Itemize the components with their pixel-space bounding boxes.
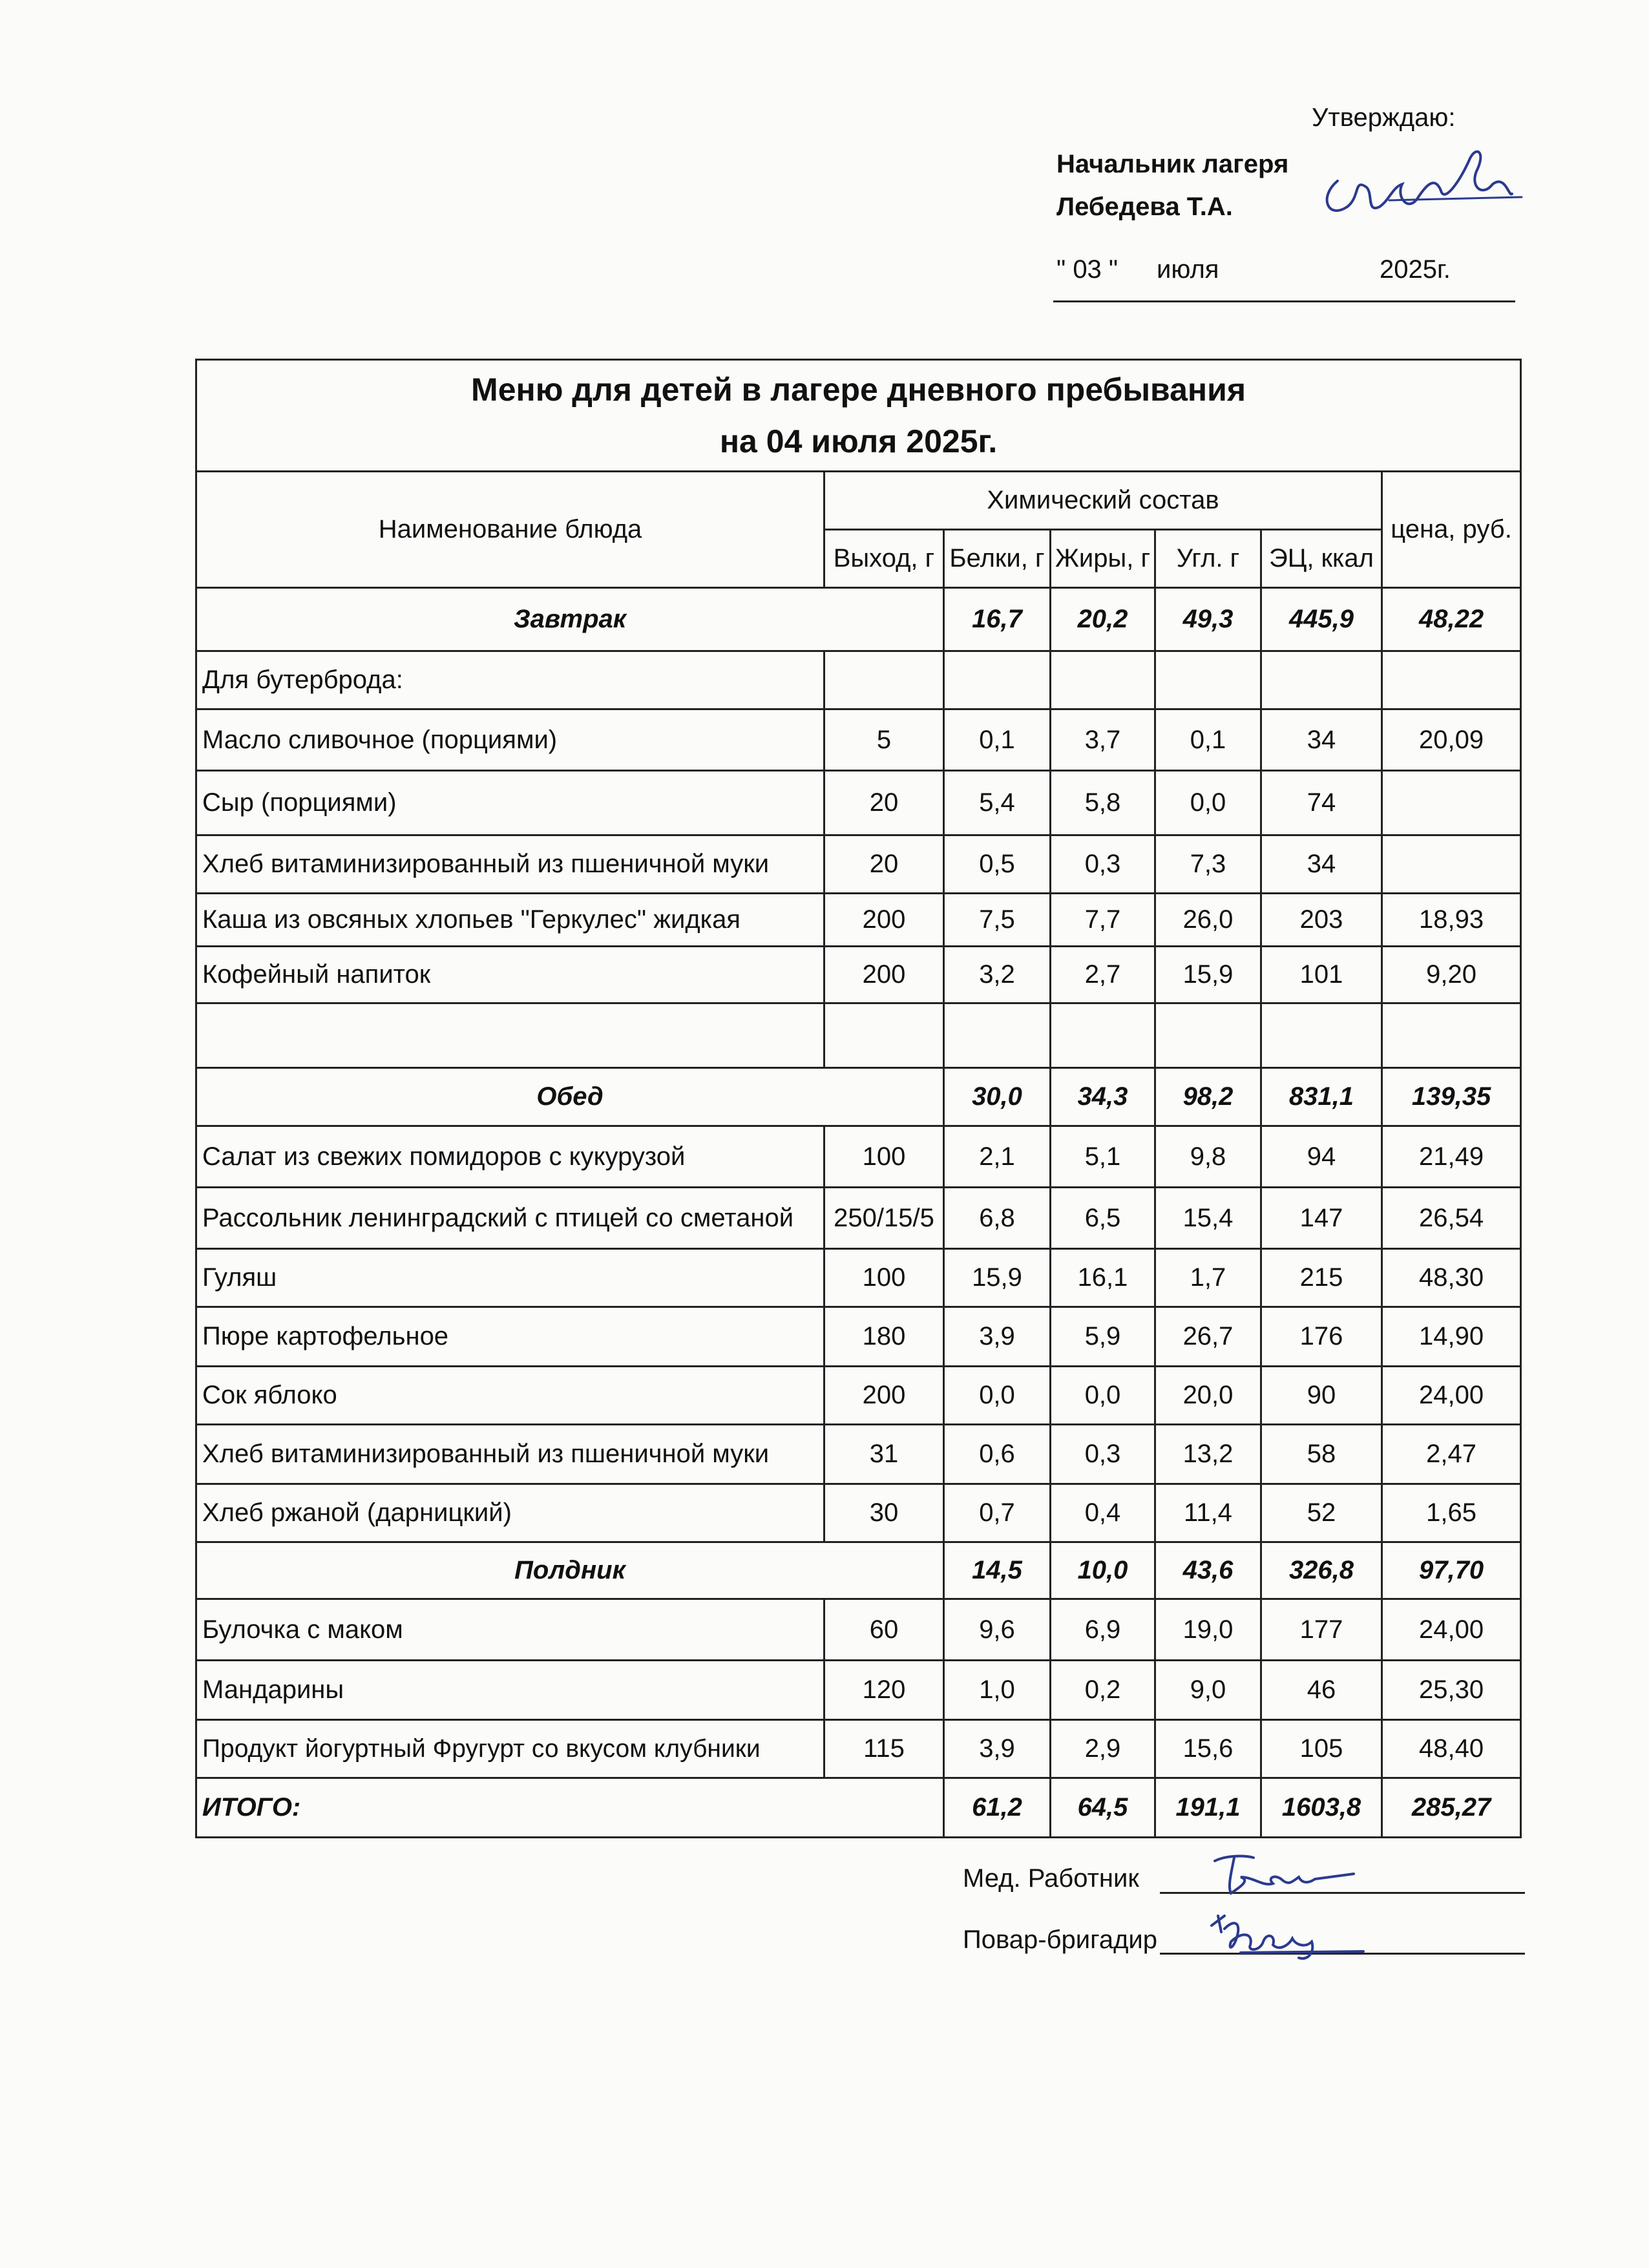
value-cell: 31: [824, 1425, 944, 1484]
value-cell: 58: [1261, 1425, 1382, 1484]
value-cell: 7,3: [1155, 835, 1261, 894]
value-cell: 2,1: [944, 1126, 1051, 1188]
value-cell: 11,4: [1155, 1484, 1261, 1542]
value-cell: 6,8: [944, 1188, 1051, 1249]
value-cell: 9,8: [1155, 1126, 1261, 1188]
header-chem: Химический состав: [824, 472, 1382, 530]
value-cell: 26,54: [1382, 1188, 1521, 1249]
table-row: [196, 947, 1521, 1003]
table-row: [196, 1661, 1521, 1720]
value-cell: 20,09: [1382, 709, 1521, 771]
value-cell: 24,00: [1382, 1367, 1521, 1425]
value-cell: 177: [1261, 1599, 1382, 1661]
value-cell: 0,0: [1051, 1367, 1155, 1425]
medic-signature: [1202, 1848, 1357, 1906]
approval-date-year: 2025г.: [1380, 255, 1451, 284]
header-col-kcal: ЭЦ, ккал: [1261, 530, 1382, 588]
value-cell: 0,7: [944, 1484, 1051, 1542]
dish-name: Пюре картофельное: [196, 1307, 824, 1367]
value-cell: 3,9: [944, 1307, 1051, 1367]
value-cell: 6,5: [1051, 1188, 1155, 1249]
value-cell: 2,47: [1382, 1425, 1521, 1484]
value-cell: 15,6: [1155, 1720, 1261, 1778]
value-cell: 176: [1261, 1307, 1382, 1367]
approval-date-day: " 03 ": [1056, 255, 1119, 284]
total-cell: 285,27: [1382, 1778, 1521, 1838]
value-cell: 15,4: [1155, 1188, 1261, 1249]
value-cell: 19,0: [1155, 1599, 1261, 1661]
dish-name: Рассольник ленинградский с птицей со сметаной: [196, 1188, 824, 1249]
total-row: [196, 1778, 1521, 1838]
empty-cell: [824, 1003, 944, 1068]
dish-name: Хлеб витаминизированный из пшеничной муки: [196, 835, 824, 894]
cook-label: Повар-бригадир: [963, 1926, 1157, 1954]
section-title: Завтрак: [196, 588, 944, 651]
value-cell: 13,2: [1155, 1425, 1261, 1484]
empty-cell: [1261, 651, 1382, 709]
table-row: [196, 1425, 1521, 1484]
value-cell: 20: [824, 835, 944, 894]
table-row: [196, 1126, 1521, 1188]
approval-person: Лебедева Т.А.: [1056, 193, 1233, 221]
value-cell: 100: [824, 1126, 944, 1188]
dish-name: Продукт йогуртный Фругурт со вкусом клубники: [196, 1720, 824, 1778]
empty-cell: [196, 1003, 824, 1068]
value-cell: 26,7: [1155, 1307, 1261, 1367]
value-cell: 7,7: [1051, 894, 1155, 947]
total-cell: 30,0: [944, 1068, 1051, 1126]
value-cell: 15,9: [1155, 947, 1261, 1003]
table-row: [196, 771, 1521, 835]
section-row-breakfast: [196, 588, 1521, 651]
empty-cell: [944, 1003, 1051, 1068]
header-price: цена, руб.: [1382, 472, 1521, 588]
header-col-carbs: Угл. г: [1155, 530, 1261, 588]
value-cell: 3,2: [944, 947, 1051, 1003]
value-cell: 48,30: [1382, 1249, 1521, 1307]
value-cell: 1,7: [1155, 1249, 1261, 1307]
dish-name: Мандарины: [196, 1661, 824, 1720]
approval-date: [1053, 255, 1515, 302]
empty-cell: [1261, 1003, 1382, 1068]
value-cell: 0,6: [944, 1425, 1051, 1484]
value-cell: 1,65: [1382, 1484, 1521, 1542]
value-cell: 147: [1261, 1188, 1382, 1249]
empty-cell: [824, 651, 944, 709]
value-cell: 200: [824, 947, 944, 1003]
value-cell: 0,1: [1155, 709, 1261, 771]
value-cell: 9,20: [1382, 947, 1521, 1003]
medic-label: Мед. Работник: [963, 1864, 1139, 1893]
value-cell: 6,9: [1051, 1599, 1155, 1661]
value-cell: 48,40: [1382, 1720, 1521, 1778]
table-row: [196, 651, 1521, 709]
menu-title-line2: на 04 июля 2025г.: [719, 423, 998, 459]
total-cell: 831,1: [1261, 1068, 1382, 1126]
table-row: [196, 1249, 1521, 1307]
header-col-fat: Жиры, г: [1051, 530, 1155, 588]
dish-name: Хлеб ржаной (дарницкий): [196, 1484, 824, 1542]
value-cell: 0,4: [1051, 1484, 1155, 1542]
empty-cell: [1155, 651, 1261, 709]
value-cell: 105: [1261, 1720, 1382, 1778]
value-cell: 90: [1261, 1367, 1382, 1425]
value-cell: 5,9: [1051, 1307, 1155, 1367]
empty-cell: [1382, 1003, 1521, 1068]
empty-row: [196, 1003, 1521, 1068]
header-dish: Наименование блюда: [196, 472, 824, 588]
menu-title-line1: Меню для детей в лагере дневного пребывания: [471, 372, 1246, 408]
value-cell: 16,1: [1051, 1249, 1155, 1307]
value-cell: 30: [824, 1484, 944, 1542]
value-cell: 26,0: [1155, 894, 1261, 947]
value-cell: 120: [824, 1661, 944, 1720]
total-cell: 20,2: [1051, 588, 1155, 651]
value-cell: 9,6: [944, 1599, 1051, 1661]
table-row: [196, 894, 1521, 947]
value-cell: 9,0: [1155, 1661, 1261, 1720]
value-cell: 203: [1261, 894, 1382, 947]
value-cell: 180: [824, 1307, 944, 1367]
dish-name: Сок яблоко: [196, 1367, 824, 1425]
section-title: Полдник: [196, 1542, 944, 1599]
total-cell: 326,8: [1261, 1542, 1382, 1599]
value-cell: 94: [1261, 1126, 1382, 1188]
section-title: Обед: [196, 1068, 944, 1126]
dish-name: Хлеб витаминизированный из пшеничной муки: [196, 1425, 824, 1484]
value-cell: 25,30: [1382, 1661, 1521, 1720]
value-cell: 101: [1261, 947, 1382, 1003]
total-cell: 98,2: [1155, 1068, 1261, 1126]
total-cell: 49,3: [1155, 588, 1261, 651]
empty-cell: [1382, 651, 1521, 709]
cook-signature: [1202, 1906, 1370, 1964]
value-cell: 21,49: [1382, 1126, 1521, 1188]
total-cell: 61,2: [944, 1778, 1051, 1838]
dish-name: Масло сливочное (порциями): [196, 709, 824, 771]
table-row: [196, 1599, 1521, 1661]
value-cell: 2,9: [1051, 1720, 1155, 1778]
value-cell: 250/15/5: [824, 1188, 944, 1249]
total-cell: 14,5: [944, 1542, 1051, 1599]
empty-cell: [944, 651, 1051, 709]
table-row: [196, 1188, 1521, 1249]
value-cell: 1,0: [944, 1661, 1051, 1720]
value-cell: 0,5: [944, 835, 1051, 894]
value-cell: 5,4: [944, 771, 1051, 835]
section-row-snack: [196, 1542, 1521, 1599]
empty-cell: [1051, 651, 1155, 709]
dish-name: Кофейный напиток: [196, 947, 824, 1003]
value-cell: 3,9: [944, 1720, 1051, 1778]
value-cell: 24,00: [1382, 1599, 1521, 1661]
table-row: [196, 1720, 1521, 1778]
table-row: [196, 1367, 1521, 1425]
approval-date-month: июля: [1157, 255, 1219, 284]
value-cell: 60: [824, 1599, 944, 1661]
value-cell: 14,90: [1382, 1307, 1521, 1367]
total-cell: 16,7: [944, 588, 1051, 651]
value-cell: 5,8: [1051, 771, 1155, 835]
total-label: ИТОГО:: [196, 1778, 944, 1838]
total-cell: 191,1: [1155, 1778, 1261, 1838]
value-cell: 46: [1261, 1661, 1382, 1720]
value-cell: [1382, 771, 1521, 835]
table-row: [196, 835, 1521, 894]
value-cell: 18,93: [1382, 894, 1521, 947]
value-cell: 34: [1261, 835, 1382, 894]
value-cell: 0,0: [1155, 771, 1261, 835]
table-row: [196, 1484, 1521, 1542]
dish-name: Сыр (порциями): [196, 771, 824, 835]
value-cell: 5: [824, 709, 944, 771]
value-cell: 200: [824, 1367, 944, 1425]
dish-name: Каша из овсяных хлопьев "Геркулес" жидкая: [196, 894, 824, 947]
director-signature: [1312, 136, 1525, 233]
note-cell: Для бутерброда:: [196, 651, 824, 709]
empty-cell: [1051, 1003, 1155, 1068]
value-cell: 52: [1261, 1484, 1382, 1542]
value-cell: 74: [1261, 771, 1382, 835]
value-cell: 15,9: [944, 1249, 1051, 1307]
total-cell: 445,9: [1261, 588, 1382, 651]
value-cell: 20: [824, 771, 944, 835]
header-col-yield: Выход, г: [824, 530, 944, 588]
dish-name: Гуляш: [196, 1249, 824, 1307]
table-row: [196, 1307, 1521, 1367]
menu-table: [195, 359, 1522, 1838]
menu-title: [196, 360, 1521, 472]
value-cell: 115: [824, 1720, 944, 1778]
value-cell: 5,1: [1051, 1126, 1155, 1188]
value-cell: 0,3: [1051, 1425, 1155, 1484]
value-cell: 215: [1261, 1249, 1382, 1307]
total-cell: 64,5: [1051, 1778, 1155, 1838]
value-cell: 0,2: [1051, 1661, 1155, 1720]
value-cell: 34: [1261, 709, 1382, 771]
total-cell: 34,3: [1051, 1068, 1155, 1126]
total-cell: 97,70: [1382, 1542, 1521, 1599]
total-cell: 10,0: [1051, 1542, 1155, 1599]
dish-name: Булочка с маком: [196, 1599, 824, 1661]
value-cell: 0,3: [1051, 835, 1155, 894]
empty-cell: [1155, 1003, 1261, 1068]
value-cell: 0,1: [944, 709, 1051, 771]
approval-label: Утверждаю:: [1312, 103, 1456, 132]
value-cell: 0,0: [944, 1367, 1051, 1425]
approval-position: Начальник лагеря: [1056, 150, 1289, 178]
value-cell: 200: [824, 894, 944, 947]
section-row-lunch: [196, 1068, 1521, 1126]
value-cell: 20,0: [1155, 1367, 1261, 1425]
value-cell: 2,7: [1051, 947, 1155, 1003]
value-cell: 7,5: [944, 894, 1051, 947]
total-cell: 48,22: [1382, 588, 1521, 651]
header-col-protein: Белки, г: [944, 530, 1051, 588]
value-cell: 100: [824, 1249, 944, 1307]
dish-name: Салат из свежих помидоров с кукурузой: [196, 1126, 824, 1188]
total-cell: 1603,8: [1261, 1778, 1382, 1838]
value-cell: 3,7: [1051, 709, 1155, 771]
total-cell: 139,35: [1382, 1068, 1521, 1126]
value-cell: [1382, 835, 1521, 894]
total-cell: 43,6: [1155, 1542, 1261, 1599]
table-row: [196, 709, 1521, 771]
